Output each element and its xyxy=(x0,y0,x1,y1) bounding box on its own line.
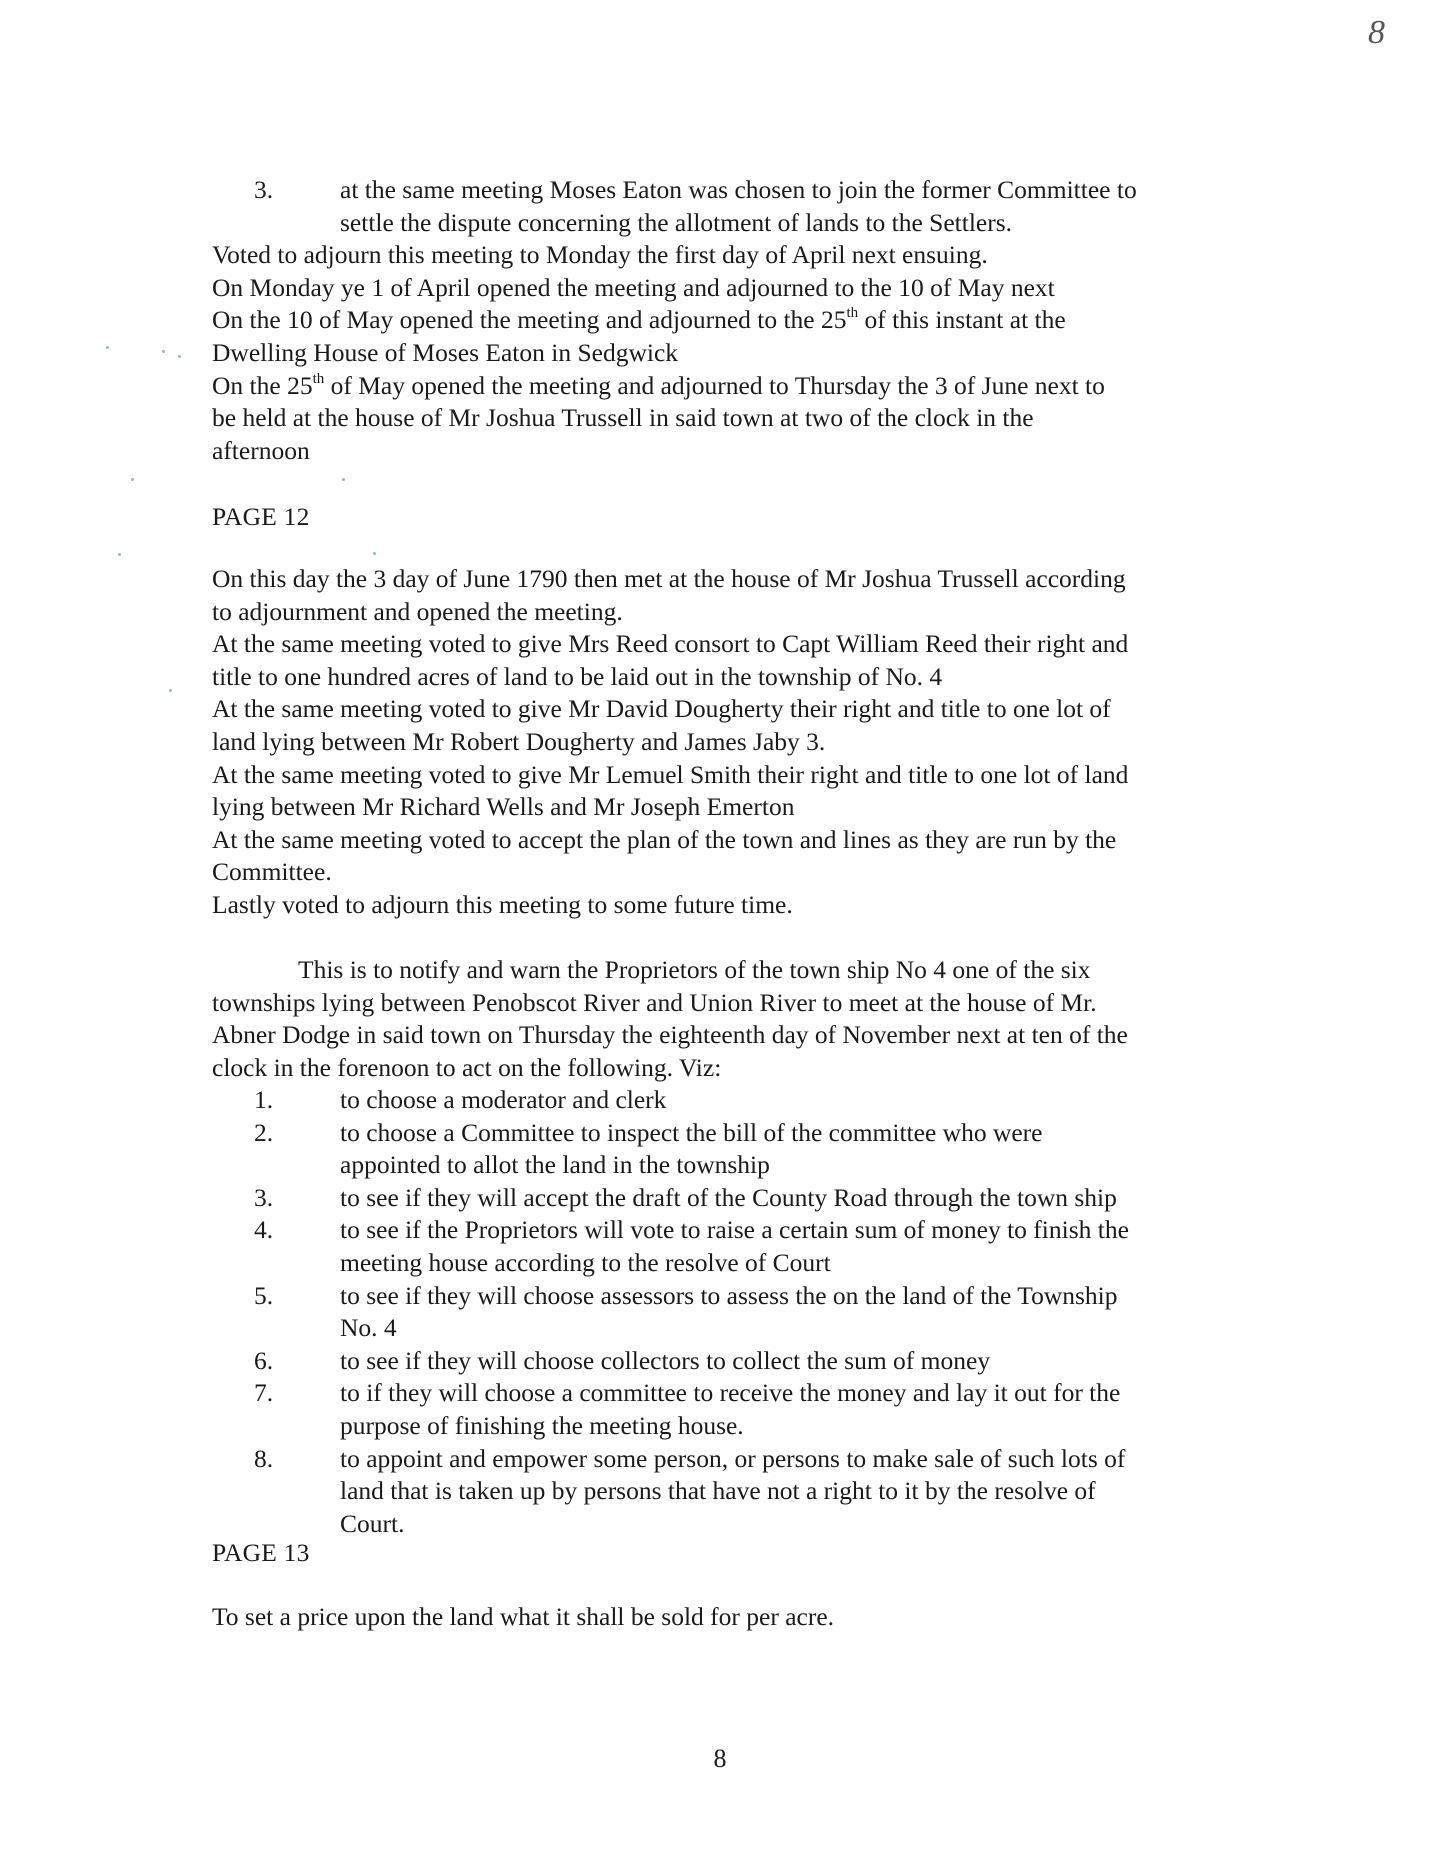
warrant-item-continued: appointed to allot the land in the township xyxy=(340,1150,770,1180)
warrant-item-continued: meeting house according to the resolve of Court xyxy=(340,1247,831,1277)
june-line: title to one hundred acres of land to be laid out in the township of No. 4 xyxy=(212,661,943,691)
adjourn-line: Voted to adjourn this meeting to Monday the first day of April next ensuing. xyxy=(212,240,988,270)
item-3-number: 3. xyxy=(254,175,274,204)
warrant-item-continued: purpose of finishing the meeting house. xyxy=(340,1410,744,1440)
warrant-item: 6. to see if they will choose collectors to collect the sum of money xyxy=(212,1345,1252,1378)
warrant-item: 5. to see if they will choose assessors to assess the on the land of the Township xyxy=(212,1280,1252,1313)
item-number: 3. xyxy=(254,1182,274,1212)
warrant-item: 4. to see if the Proprietors will vote to raise a certain sum of money to finish the xyxy=(212,1214,1252,1247)
may-10-line: On the 10 of May opened the meeting and adjourned to the 25th of this instant at the xyxy=(212,305,1066,335)
june-line: At the same meeting voted to give Mr David Dougherty their right and title to one lot of xyxy=(212,694,1111,724)
warrant-item: 8. to appoint and empower some person, or persons to make sale of such lots of xyxy=(212,1443,1252,1476)
june-line: On this day the 3 day of June 1790 then met at the house of Mr Joshua Trussell according xyxy=(212,564,1126,593)
scan-speck xyxy=(373,552,376,555)
scan-speck xyxy=(178,355,181,358)
top-section xyxy=(212,174,1252,467)
june-line: land lying between Mr Robert Dougherty and James Jaby 3. xyxy=(212,726,826,756)
warrant-item-continued: No. 4 xyxy=(340,1313,397,1343)
notice-line: Abner Dodge in said town on Thursday the eighteenth day of November next at ten of the xyxy=(212,1020,1128,1050)
held-line: be held at the house of Mr Joshua Trussell in said town at two of the clock in the xyxy=(212,403,1034,433)
scan-speck xyxy=(162,350,165,353)
item-number: 2. xyxy=(254,1117,274,1147)
warrant-items xyxy=(212,1084,1252,1540)
june-line: Lastly voted to adjourn this meeting to some future time. xyxy=(212,889,793,919)
page-number: 8 xyxy=(713,1744,727,1773)
dwelling-line: Dwelling House of Moses Eaton in Sedgwick xyxy=(212,337,679,367)
warrant-item-continued: Court. xyxy=(340,1508,405,1538)
item-number: 7. xyxy=(254,1378,274,1408)
notice-section xyxy=(212,954,1252,1084)
item-number: 8. xyxy=(254,1443,274,1473)
notice-line: townships lying between Penobscot River and Union River to meet at the house of Mr. xyxy=(212,987,1097,1017)
notice-line: This is to notify and warn the Proprietors of the town ship No 4 one of the six xyxy=(298,955,1091,984)
june-line: to adjournment and opened the meeting. xyxy=(212,596,623,626)
june-line: Committee. xyxy=(212,857,332,887)
warrant-item: 2. to choose a Committee to inspect the bill of the committee who were xyxy=(212,1117,1252,1150)
june-section xyxy=(212,563,1252,922)
page-13-heading: PAGE 13 xyxy=(212,1538,310,1567)
item-number: 6. xyxy=(254,1345,274,1375)
item-3-line-1: 3. at the same meeting Moses Eaton was chosen to join the former Committee to xyxy=(212,174,1252,207)
warrant-item: 3. to see if they will accept the draft of the County Road through the town ship xyxy=(212,1182,1252,1215)
item-number: 5. xyxy=(254,1280,274,1310)
april-line: On Monday ye 1 of April opened the meeting and adjourned to the 10 of May next xyxy=(212,272,1055,302)
item-number: 1. xyxy=(254,1085,274,1114)
scan-speck xyxy=(131,478,134,481)
scan-speck xyxy=(118,553,121,556)
item-number: 4. xyxy=(254,1215,274,1245)
june-line: lying between Mr Richard Wells and Mr Joseph Emerton xyxy=(212,792,795,822)
afternoon-line: afternoon xyxy=(212,435,310,465)
warrant-item-continued: land that is taken up by persons that have not a right to it by the resolve of xyxy=(340,1476,1096,1506)
corner-page-mark: 8 xyxy=(1368,14,1385,51)
scan-speck xyxy=(106,346,109,349)
june-line: At the same meeting voted to give Mrs Reed consort to Capt William Reed their right and xyxy=(212,629,1129,659)
june-line: At the same meeting voted to give Mr Lemuel Smith their right and title to one lot of land xyxy=(212,759,1129,789)
june-line: At the same meeting voted to accept the plan of the town and lines as they are run by the xyxy=(212,824,1117,854)
may-25-line: On the 25th of May opened the meeting and adjourned to Thursday the 3 of June next to xyxy=(212,370,1105,400)
warrant-item: 1. to choose a moderator and clerk xyxy=(212,1084,1252,1117)
final-line: To set a price upon the land what it shall be sold for per acre. xyxy=(212,1602,835,1631)
scan-speck xyxy=(169,689,172,692)
item-3-line-2: settle the dispute concerning the allotment of lands to the Settlers. xyxy=(340,207,1013,237)
scan-speck xyxy=(342,478,345,481)
notice-line: clock in the forenoon to act on the following. Viz: xyxy=(212,1052,722,1082)
warrant-item: 7. to if they will choose a committee to receive the money and lay it out for the xyxy=(212,1377,1252,1410)
page-12-heading: PAGE 12 xyxy=(212,502,310,531)
